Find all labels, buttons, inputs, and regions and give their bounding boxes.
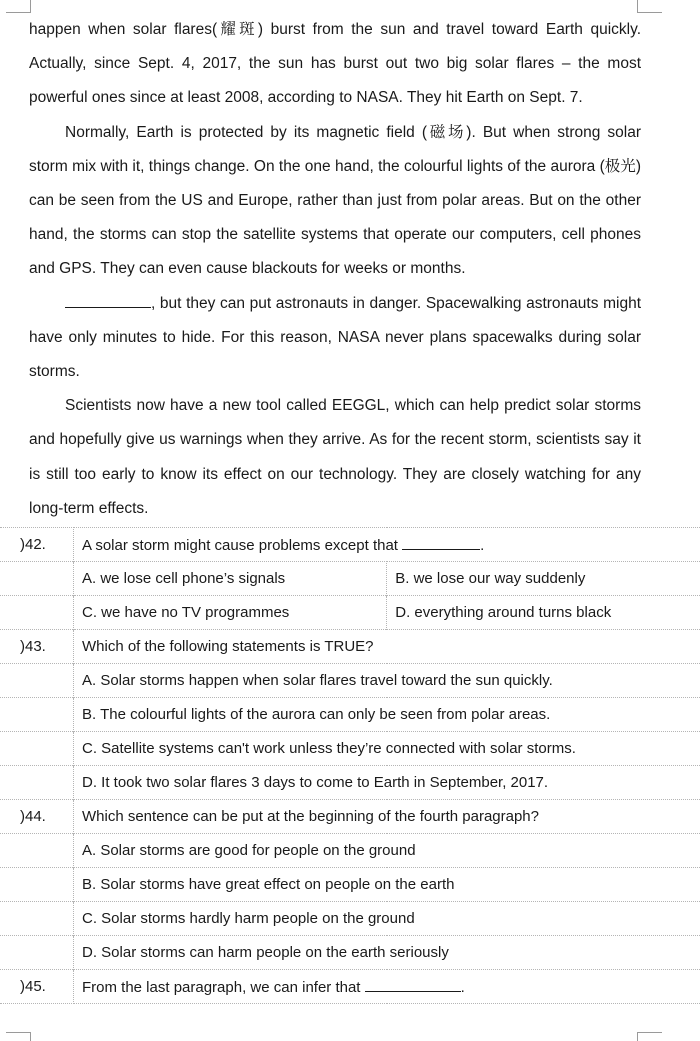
question-stem: Which of the following statements is TRUE? xyxy=(74,630,700,664)
option-row xyxy=(0,664,700,698)
question-number: )42. xyxy=(0,528,74,562)
option-row xyxy=(0,936,700,970)
option-row xyxy=(0,562,700,596)
answer-blank xyxy=(65,293,151,308)
option-row xyxy=(0,732,700,766)
number-cell xyxy=(0,868,74,902)
option-a: A. Solar storms happen when solar flares travel toward the sun quickly. xyxy=(74,664,700,698)
number-cell xyxy=(0,664,74,698)
option-c: C. Solar storms hardly harm people on the ground xyxy=(74,902,700,936)
question-stem: Which sentence can be put at the beginning of the fourth paragraph? xyxy=(74,800,700,834)
reading-passage xyxy=(29,13,641,526)
question-row xyxy=(0,528,700,562)
paragraph-2: Normally, Earth is protected by its magnetic field (磁场). But when strong solar storm mix with it, things change. On the one hand, the colourful lights of the aurora (极光) can be seen from the US and Europe, rather than just from polar areas. But on the other hand, the storms can stop the satellite systems that operate our computers, cell phones and GPS. They can even cause blackouts for weeks or months. xyxy=(29,116,641,287)
option-row xyxy=(0,766,700,800)
question-stem xyxy=(74,528,700,562)
option-b: B. Solar storms have great effect on people on the earth xyxy=(74,868,700,902)
paragraph-3 xyxy=(29,287,641,390)
option-row xyxy=(0,834,700,868)
number-cell xyxy=(0,766,74,800)
option-d: D. It took two solar flares 3 days to come to Earth in September, 2017. xyxy=(74,766,700,800)
number-cell xyxy=(0,936,74,970)
answer-blank xyxy=(402,536,480,550)
number-cell xyxy=(0,562,74,596)
number-cell xyxy=(0,596,74,630)
option-d: D. Solar storms can harm people on the earth seriously xyxy=(74,936,700,970)
paragraph-1: happen when solar flares(耀斑) burst from the sun and travel toward Earth quickly. Actually, since Sept. 4, 2017, the sun has burst out two big solar flares – the most powerful ones since at least 2008, according to NASA. They hit Earth on Sept. 7. xyxy=(29,13,641,116)
option-d: D. everything around turns black xyxy=(387,596,700,630)
paragraph-3-text: , but they can put astronauts in danger. Spacewalking astronauts might have only minutes to hide. For this reason, NASA never plans spacewalks during solar storms. xyxy=(29,295,641,380)
question-row xyxy=(0,630,700,664)
number-cell xyxy=(0,834,74,868)
question-stem-text: A solar storm might cause problems except that xyxy=(82,537,398,554)
number-cell xyxy=(0,902,74,936)
paragraph-4: Scientists now have a new tool called EEGGL, which can help predict solar storms and hopefully give us warnings when they arrive. As for the recent storm, scientists say it is still too early to know its effect on our technology. They are closely watching for any long-term effects. xyxy=(29,389,641,526)
question-stem-end: . xyxy=(461,979,465,996)
question-row xyxy=(0,970,700,1004)
crop-mark-top-left xyxy=(6,0,31,13)
question-number: )44. xyxy=(0,800,74,834)
questions-table xyxy=(0,527,700,1004)
option-row xyxy=(0,698,700,732)
answer-blank xyxy=(365,978,461,992)
question-stem-end: . xyxy=(480,537,484,554)
question-number: )43. xyxy=(0,630,74,664)
option-c: C. Satellite systems can't work unless they’re connected with solar storms. xyxy=(74,732,700,766)
option-b: B. we lose our way suddenly xyxy=(387,562,700,596)
option-row xyxy=(0,596,700,630)
crop-mark-top-right xyxy=(637,0,662,13)
option-row xyxy=(0,902,700,936)
question-stem xyxy=(74,970,700,1004)
number-cell xyxy=(0,698,74,732)
option-row xyxy=(0,868,700,902)
option-a: A. Solar storms are good for people on the ground xyxy=(74,834,700,868)
question-stem-text: From the last paragraph, we can infer that xyxy=(82,979,360,996)
option-c: C. we have no TV programmes xyxy=(74,596,387,630)
question-row xyxy=(0,800,700,834)
option-b: B. The colourful lights of the aurora can only be seen from polar areas. xyxy=(74,698,700,732)
number-cell xyxy=(0,732,74,766)
question-number: )45. xyxy=(0,970,74,1004)
option-a: A. we lose cell phone’s signals xyxy=(74,562,387,596)
